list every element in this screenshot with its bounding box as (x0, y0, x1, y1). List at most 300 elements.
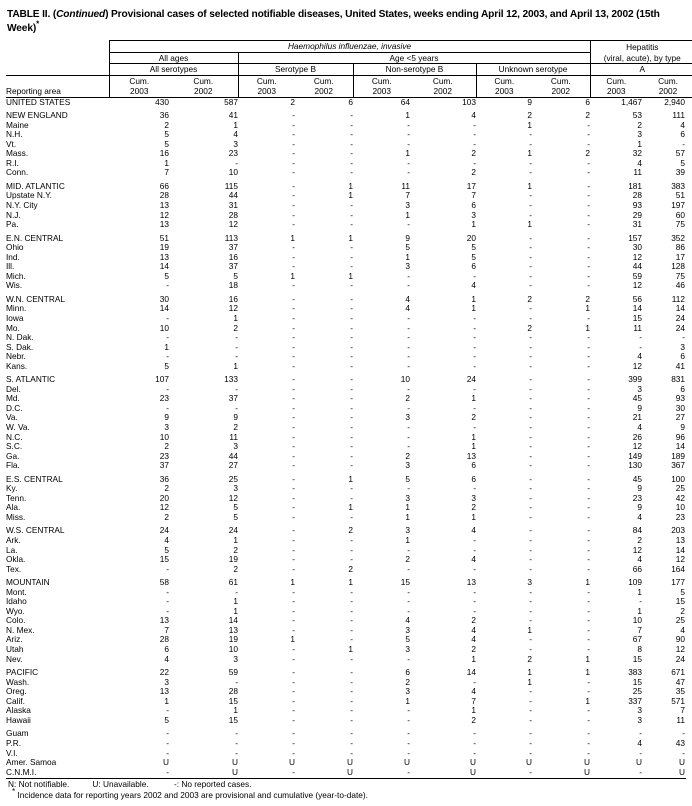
data-cell: - (529, 450, 532, 461)
table-row (6, 362, 692, 372)
data-cell: 15 (159, 554, 169, 565)
header-year-4: 2002 (295, 86, 353, 97)
title-footnote-marker: * (36, 19, 40, 29)
data-cell: - (473, 157, 476, 168)
data-cell: - (350, 360, 353, 371)
data-cell: - (350, 450, 353, 461)
data-cell: - (292, 511, 295, 522)
data-cell: - (166, 766, 169, 777)
data-cell: 24 (228, 525, 238, 536)
data-cell: - (292, 483, 295, 494)
data-cell: 5 (164, 714, 169, 725)
title-suffix: ) Provisional cases of selected notifiable diseases, United States, weeks ending April 12, 2003, and April 13, 2002 (15th Week) (7, 9, 660, 34)
data-cell: 3 (164, 676, 169, 687)
data-cell: 1 (471, 705, 476, 716)
data-cell: - (350, 157, 353, 168)
data-cell: - (587, 686, 591, 697)
data-cell: 4 (680, 624, 686, 635)
data-cell: 43 (675, 737, 686, 748)
data-cell: 57 (675, 148, 686, 159)
data-cell: - (166, 586, 169, 597)
data-cell: 383 (628, 667, 643, 678)
data-cell: - (292, 441, 295, 452)
reporting-area-cell: Pa. (6, 219, 19, 230)
data-cell: 4 (471, 686, 476, 697)
data-cell: 47 (675, 676, 686, 687)
data-cell: 3 (233, 653, 238, 664)
data-cell: - (407, 119, 410, 130)
data-cell: 10 (159, 322, 169, 333)
data-cell: 56 (632, 293, 643, 304)
header-unknown-serotype: Unknown serotype (476, 64, 590, 76)
data-cell: - (587, 312, 591, 323)
data-cell: - (292, 261, 295, 272)
data-cell: 1 (233, 360, 238, 371)
data-cell: 12 (675, 554, 686, 565)
data-cell: 3 (637, 383, 643, 394)
header-age-under-5: Age <5 years (238, 52, 590, 64)
data-cell: - (407, 586, 410, 597)
data-cell: 9 (405, 232, 410, 243)
data-cell: - (350, 624, 353, 635)
header-cum-8: Cum. (532, 75, 590, 86)
data-cell: - (529, 473, 532, 484)
data-cell: 2 (348, 525, 353, 536)
data-cell: 177 (671, 577, 686, 588)
header-blank-corner-4 (6, 75, 109, 86)
data-cell: 6 (348, 96, 353, 107)
data-cell: 4 (471, 110, 476, 121)
data-cell: - (587, 431, 591, 442)
data-cell: 5 (233, 511, 238, 522)
data-cell: 9 (680, 422, 686, 432)
data-cell: 20 (159, 492, 169, 503)
data-cell: - (350, 374, 353, 385)
data-cell: U (636, 757, 643, 768)
data-cell: - (292, 460, 295, 471)
data-cell: - (292, 129, 295, 140)
data-cell: 1 (471, 653, 476, 664)
data-cell: 4 (637, 511, 643, 522)
data-cell: 111 (672, 110, 686, 121)
data-cell: 1,467 (621, 96, 643, 107)
data-cell: - (682, 728, 686, 739)
data-cell: 15 (632, 653, 643, 664)
data-cell: - (292, 167, 295, 178)
data-cell: - (587, 747, 591, 758)
header-all-ages: All ages (109, 52, 238, 64)
data-cell: 2 (290, 96, 295, 107)
data-cell: 7 (637, 624, 643, 635)
reporting-area-cell: Fla. (6, 460, 20, 471)
data-cell: 4 (405, 303, 410, 314)
data-cell: 75 (675, 270, 686, 281)
data-cell: 4 (471, 280, 476, 291)
data-cell: - (407, 441, 410, 452)
data-cell: - (235, 402, 238, 413)
reporting-area-cell: R.I. (6, 157, 19, 168)
data-cell: U (679, 766, 686, 777)
data-cell: 2 (471, 148, 476, 159)
data-cell: 115 (224, 180, 238, 191)
data-cell: 1 (637, 586, 643, 597)
reporting-area-cell: Alaska (6, 705, 31, 716)
header-serotype-b: Serotype B (238, 64, 353, 76)
data-cell: 9 (233, 412, 238, 423)
data-cell: - (587, 554, 591, 565)
reporting-area-cell: E.N. CENTRAL (6, 232, 64, 243)
data-cell: - (350, 383, 353, 394)
reporting-area-cell: Kans. (6, 360, 28, 371)
data-cell: - (529, 360, 532, 371)
data-cell: - (529, 351, 532, 362)
data-cell: 6 (405, 667, 410, 678)
data-cell: 64 (400, 96, 410, 107)
data-cell: 2 (233, 422, 238, 432)
data-cell: 7 (680, 705, 686, 716)
data-cell: - (350, 667, 353, 678)
data-cell: 2 (164, 511, 169, 522)
data-cell: 27 (675, 412, 686, 423)
data-cell: - (350, 634, 353, 645)
data-cell: 96 (675, 431, 686, 442)
data-cell: 5 (471, 242, 476, 253)
data-cell: - (292, 303, 295, 314)
data-cell: - (587, 728, 591, 739)
data-cell: - (292, 157, 295, 168)
data-cell: 14 (228, 615, 238, 626)
data-cell: 19 (159, 242, 169, 253)
reporting-area-cell: Oreg. (6, 686, 27, 697)
data-cell: - (166, 383, 169, 394)
data-cell: 2 (233, 322, 238, 333)
data-cell: - (587, 544, 591, 555)
reporting-area-cell: C.N.M.I. (6, 766, 37, 777)
data-cell: 4 (471, 624, 476, 635)
data-cell: 45 (632, 393, 643, 404)
data-cell: 4 (637, 157, 643, 168)
data-cell: - (529, 554, 532, 565)
data-cell: 1 (164, 695, 169, 706)
data-cell: - (587, 502, 591, 513)
data-cell: 25 (228, 473, 238, 484)
data-cell: - (407, 737, 410, 748)
data-cell: - (350, 586, 353, 597)
data-cell: - (292, 383, 295, 394)
data-cell: - (292, 676, 295, 687)
data-cell: 1 (637, 138, 643, 149)
data-cell: - (587, 374, 591, 385)
data-cell: - (529, 138, 532, 149)
reporting-area-cell: Va. (6, 412, 18, 423)
data-cell: - (292, 747, 295, 758)
reporting-area-cell: N.H. (6, 129, 23, 140)
data-cell: 59 (228, 667, 238, 678)
data-cell: - (350, 714, 353, 725)
data-cell: 12 (632, 360, 643, 371)
data-cell: 3 (405, 199, 410, 210)
data-cell: - (587, 737, 591, 748)
data-cell: - (292, 312, 295, 323)
data-cell: 1 (471, 219, 476, 230)
footnote-marker: * (12, 786, 16, 796)
data-cell: 2 (471, 502, 476, 513)
data-cell: - (529, 332, 532, 343)
data-cell: 1 (405, 535, 410, 546)
data-cell: 16 (228, 251, 238, 262)
data-cell: - (292, 322, 295, 333)
data-cell: 9 (637, 502, 643, 513)
data-cell: 149 (628, 450, 643, 461)
data-cell: - (292, 110, 295, 121)
data-cell: - (529, 605, 532, 616)
data-cell: 23 (159, 450, 169, 461)
data-cell: - (587, 209, 591, 220)
data-cell: 10 (228, 167, 238, 178)
reporting-area-cell: Mass. (6, 148, 29, 159)
data-cell: - (350, 280, 353, 291)
data-cell: 4 (233, 129, 238, 140)
data-cell: 20 (466, 232, 476, 243)
data-cell: - (529, 312, 532, 323)
data-cell: - (529, 412, 532, 423)
data-cell: 109 (628, 577, 643, 588)
data-cell: 1 (348, 232, 353, 243)
data-cell: - (407, 705, 410, 716)
data-cell: - (473, 341, 476, 352)
header-year-1: 2003 (109, 86, 169, 97)
data-cell: - (166, 332, 169, 343)
data-cell: 58 (159, 577, 169, 588)
data-cell: - (235, 332, 238, 343)
data-cell: 9 (164, 412, 169, 423)
data-cell: 1 (348, 190, 353, 201)
data-cell: 1 (527, 624, 532, 635)
data-cell: - (587, 332, 591, 343)
data-cell: - (529, 544, 532, 555)
data-cell: - (587, 351, 591, 362)
data-cell: - (292, 402, 295, 413)
data-cell: 1 (405, 110, 410, 121)
reporting-area-cell: Guam (6, 728, 29, 739)
reporting-area-cell: Mich. (6, 270, 26, 281)
data-cell: - (473, 747, 476, 758)
data-cell: 1 (471, 431, 476, 442)
data-cell: 1 (471, 393, 476, 404)
table-row (6, 220, 692, 230)
data-cell: - (292, 431, 295, 442)
reporting-area-cell: N.Y. City (6, 199, 38, 210)
data-cell: - (529, 737, 532, 748)
data-cell: - (407, 219, 410, 230)
data-cell: 1 (527, 180, 532, 191)
data-cell: - (473, 383, 476, 394)
header-all-serotypes: All serotypes (109, 64, 238, 76)
data-cell: 2 (637, 535, 643, 546)
table-body (6, 97, 692, 777)
data-cell: - (235, 586, 238, 597)
data-cell: 1 (471, 511, 476, 522)
data-cell: - (292, 737, 295, 748)
data-cell: U (526, 757, 532, 768)
data-cell: - (473, 138, 476, 149)
data-cell: 44 (228, 190, 238, 201)
data-cell: 1 (233, 312, 238, 323)
reporting-area-cell: S. Dak. (6, 341, 34, 352)
data-cell: 1 (405, 695, 410, 706)
data-cell: - (292, 374, 295, 385)
data-cell: 15 (400, 577, 410, 588)
data-cell: - (529, 383, 532, 394)
data-cell: 37 (228, 261, 238, 272)
data-cell: U (584, 766, 591, 777)
data-cell: - (166, 280, 169, 291)
data-cell: 26 (632, 431, 643, 442)
header-blank-corner-2 (6, 52, 109, 64)
data-cell: - (529, 280, 532, 291)
reporting-area-cell: MOUNTAIN (6, 577, 50, 588)
reporting-area-cell: Wis. (6, 280, 23, 291)
data-cell: 1 (637, 605, 643, 616)
reporting-area-cell: E.S. CENTRAL (6, 473, 63, 484)
data-cell: - (587, 383, 591, 394)
data-cell: - (350, 393, 353, 404)
data-cell: - (587, 511, 591, 522)
data-cell: - (292, 450, 295, 461)
data-cell: - (473, 332, 476, 343)
data-cell: 15 (632, 676, 643, 687)
data-cell: 13 (159, 219, 169, 230)
data-cell: - (350, 492, 353, 503)
data-cell: - (529, 615, 532, 626)
data-cell: 28 (159, 634, 169, 645)
data-cell: 587 (224, 96, 238, 107)
data-cell: - (166, 747, 169, 758)
data-cell: - (407, 728, 410, 739)
data-cell: 15 (675, 596, 686, 607)
data-cell: 11 (633, 167, 643, 178)
data-cell: - (350, 351, 353, 362)
data-cell: 2 (471, 412, 476, 423)
data-cell: 1 (471, 441, 476, 452)
header-haemophilus-group: Haemophilus influenzae, invasive (109, 41, 590, 53)
data-cell: - (292, 280, 295, 291)
data-cell: U (289, 757, 295, 768)
data-cell: - (529, 374, 532, 385)
data-cell: - (529, 766, 532, 777)
data-cell: - (587, 483, 591, 494)
data-cell: 61 (228, 577, 238, 588)
data-cell: 42 (675, 492, 686, 503)
data-cell: - (587, 167, 591, 178)
data-cell: - (292, 199, 295, 210)
data-cell: - (235, 747, 238, 758)
data-cell: 1 (290, 270, 295, 281)
reporting-area-cell: Ohio (6, 242, 24, 253)
data-cell: - (235, 383, 238, 394)
data-cell: 1 (233, 605, 238, 616)
data-cell: - (292, 695, 295, 706)
data-cell: 2 (471, 714, 476, 725)
data-cell: - (350, 705, 353, 716)
data-cell: - (529, 705, 532, 716)
header-cum-5: Cum. (353, 75, 410, 86)
data-cell: - (529, 586, 532, 597)
data-cell: 164 (671, 563, 686, 574)
data-cell: 1 (527, 667, 532, 678)
data-cell: 11 (676, 714, 686, 725)
data-cell: 66 (159, 180, 169, 191)
data-cell: - (292, 209, 295, 220)
data-cell: 12 (228, 219, 238, 230)
table-header (6, 41, 692, 98)
data-cell: - (407, 322, 410, 333)
header-year-3: 2003 (238, 86, 295, 97)
data-cell: - (292, 667, 295, 678)
data-cell: 1 (527, 219, 532, 230)
data-cell: - (350, 686, 353, 697)
data-cell: 5 (471, 251, 476, 262)
reporting-area-cell: Del. (6, 383, 21, 394)
data-cell: 4 (471, 634, 476, 645)
data-cell: 35 (675, 686, 686, 697)
data-cell: - (587, 624, 591, 635)
data-cell: 831 (671, 374, 686, 385)
data-cell: - (350, 460, 353, 471)
reporting-area-cell: N.J. (6, 209, 21, 220)
data-cell: U (163, 757, 169, 768)
data-cell: - (529, 596, 532, 607)
data-cell: U (347, 757, 353, 768)
data-cell: 1 (471, 303, 476, 314)
data-cell: - (587, 450, 591, 461)
data-cell: 13 (159, 251, 169, 262)
reporting-area-cell: Tenn. (6, 492, 27, 503)
data-cell: 24 (675, 653, 686, 664)
data-cell: - (407, 483, 410, 494)
data-cell: 1 (233, 596, 238, 607)
data-cell: 25 (675, 483, 686, 494)
data-cell: - (587, 586, 591, 597)
data-cell: U (347, 766, 353, 777)
data-cell: - (529, 502, 532, 513)
data-cell: 3 (164, 422, 169, 432)
reporting-area-cell: S. ATLANTIC (6, 374, 56, 385)
data-cell: 37 (228, 393, 238, 404)
data-cell: - (529, 728, 532, 739)
data-cell: - (350, 605, 353, 616)
data-cell: 7 (164, 624, 169, 635)
reporting-area-cell: Colo. (6, 615, 26, 626)
data-cell: 28 (159, 190, 169, 201)
data-cell: 4 (471, 525, 476, 536)
header-non-serotype-b: Non-serotype B (353, 64, 476, 76)
data-cell: 2 (637, 119, 643, 130)
data-cell: 8 (637, 644, 643, 655)
data-cell: 3 (637, 714, 643, 725)
data-cell: 1 (527, 676, 532, 687)
header-cum-6: Cum. (410, 75, 476, 86)
table-row (6, 768, 692, 778)
data-cell: - (292, 615, 295, 626)
data-cell: 3 (680, 341, 686, 352)
data-cell: - (292, 422, 295, 432)
data-cell: - (473, 535, 476, 546)
data-cell: 1 (527, 148, 532, 159)
data-cell: 53 (632, 110, 643, 121)
data-cell: 29 (632, 209, 643, 220)
data-cell: 6 (680, 383, 686, 394)
